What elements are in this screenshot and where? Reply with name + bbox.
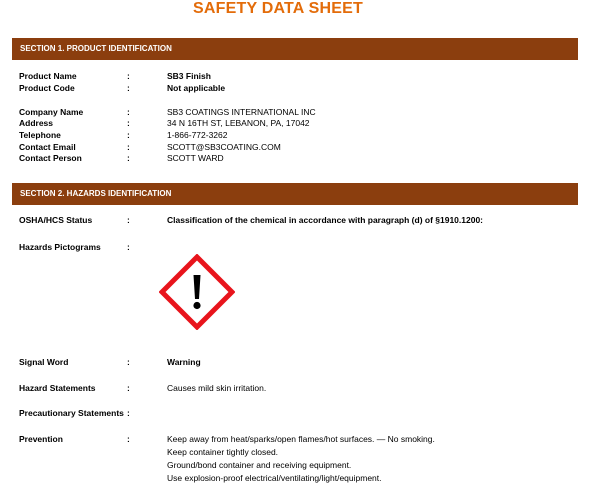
company-name-label: Company Name [19, 107, 84, 117]
colon: : [127, 130, 130, 140]
contact-email-value: SCOTT@SB3COATING.COM [167, 142, 281, 152]
colon: : [127, 434, 130, 444]
prevention-line: Ground/bond container and receiving equipment. [167, 460, 352, 470]
colon: : [127, 107, 130, 117]
colon: : [127, 357, 130, 367]
contact-person-label: Contact Person [19, 153, 82, 163]
colon: : [127, 142, 130, 152]
colon: : [127, 383, 130, 393]
signal-word-value: Warning [167, 357, 201, 367]
product-code-value: Not applicable [167, 83, 226, 93]
document-title: SAFETY DATA SHEET [193, 0, 363, 17]
colon: : [127, 83, 130, 93]
hazard-statements-value: Causes mild skin irritation. [167, 383, 267, 393]
colon: : [127, 242, 130, 252]
product-name-label: Product Name [19, 71, 77, 81]
prevention-line: Use explosion-proof electrical/ventilating/light/equipment. [167, 473, 382, 483]
exclamation-mark-icon [159, 254, 235, 330]
telephone-label: Telephone [19, 130, 61, 140]
contact-person-value: SCOTT WARD [167, 153, 224, 163]
telephone-value: 1-866-772-3262 [167, 130, 228, 140]
colon: : [127, 408, 130, 418]
address-label: Address [19, 118, 54, 128]
prevention-label: Prevention [19, 434, 63, 444]
signal-word-label: Signal Word [19, 357, 69, 367]
colon: : [127, 215, 130, 225]
prevention-statements [167, 433, 435, 485]
colon: : [127, 153, 130, 163]
section-1-header: SECTION 1. PRODUCT IDENTIFICATION [12, 38, 578, 60]
prevention-line: Keep away from heat/sparks/open flames/hot surfaces. — No smoking. [167, 434, 435, 444]
osha-status-label: OSHA/HCS Status [19, 215, 93, 225]
osha-status-value: Classification of the chemical in accordance with paragraph (d) of §1910.1200: [167, 215, 484, 225]
precautionary-statements-label: Precautionary Statements [19, 408, 124, 418]
company-name-value: SB3 COATINGS INTERNATIONAL INC [167, 107, 316, 117]
address-value: 34 N 16TH ST, LEBANON, PA, 17042 [167, 118, 310, 128]
colon: : [127, 118, 130, 128]
contact-email-label: Contact Email [19, 142, 76, 152]
colon: : [127, 71, 130, 81]
product-name-value: SB3 Finish [167, 71, 211, 81]
product-code-label: Product Code [19, 83, 75, 93]
hazard-statements-label: Hazard Statements [19, 383, 96, 393]
hazards-pictograms-label: Hazards Pictograms [19, 242, 101, 252]
section-2-header: SECTION 2. HAZARDS IDENTIFICATION [12, 183, 578, 205]
prevention-line: Keep container tightly closed. [167, 447, 279, 457]
